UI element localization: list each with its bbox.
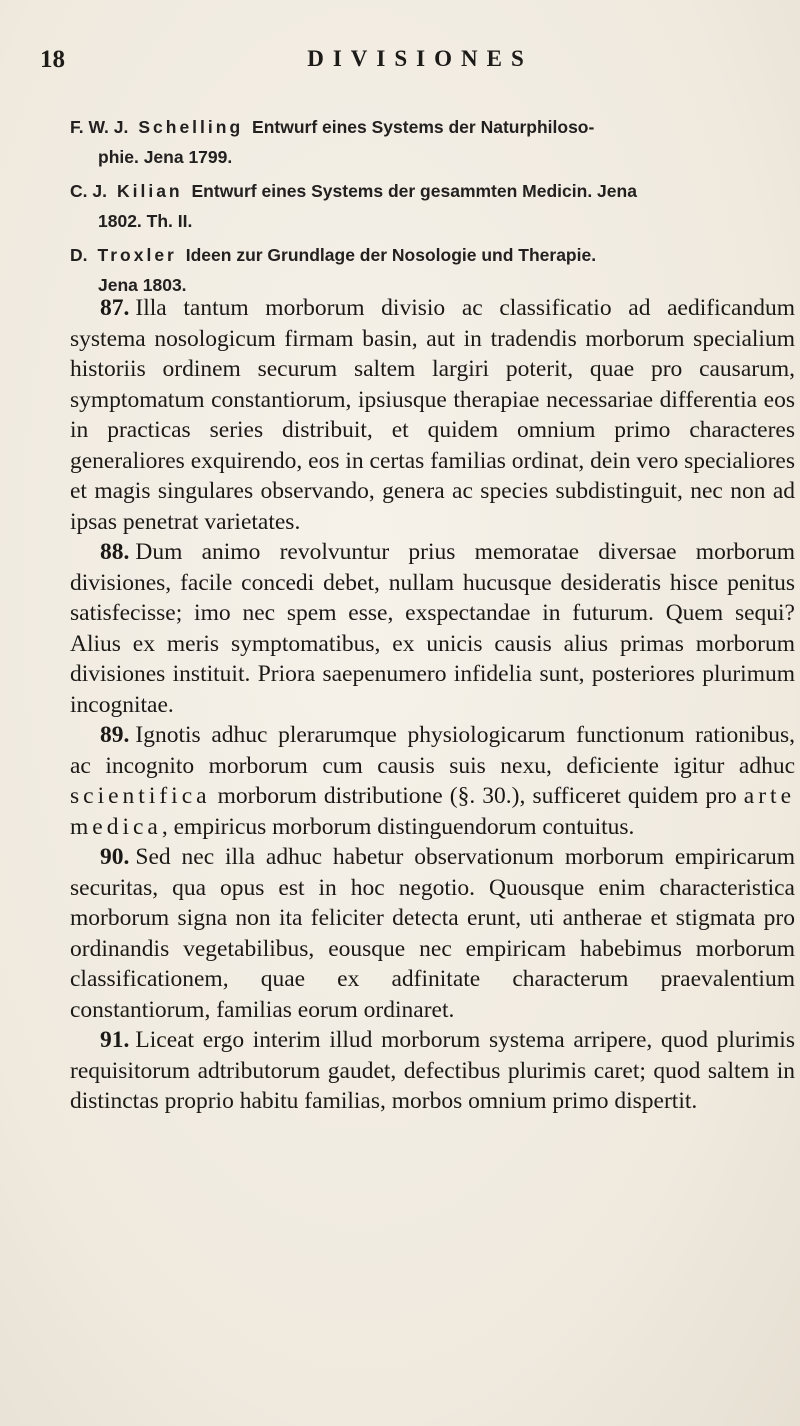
reference-continuation: 1802. Th. II. — [98, 211, 193, 231]
reference-list — [70, 112, 770, 304]
paragraph-number: 90. — [100, 844, 130, 870]
paragraph-text: Illa tantum morborum divisio ac classificatio ad aedificandum systema nosologicum firmam basin, aut in tradendis morborum specialium historiis ordinem securum saltem largiri poterit, quae pro causarum, symptomatum constantiorum, ipsiusque therapiae necessariae differentia eos in practicas series distribuit, et quidem omnium primo characteres generaliores exquirendo, eos in certas familias ordinat, dein vero specialiores et magis singulares observando, genera ac species subdistinguit, nec non ad ipsas penetrat varietates. — [70, 295, 795, 535]
paragraph-text: Liceat ergo interim illud morborum systema arripere, quod plurimis requisitorum adtributorum gaudet, defectibus plurimis caret; quod saltem in distinctas proprio habitu familias, morbos omnium primo dispertit. — [70, 1027, 795, 1114]
reference-item — [70, 176, 770, 236]
paragraph-number: 88. — [100, 539, 130, 565]
main-text — [70, 293, 795, 1117]
paragraph-text: Sed nec illa adhuc habetur observationum morborum empiricarum securitas, qua opus est in hoc negotio. Quousque enim characteristica morborum signa non ita feliciter detecta erunt, uti antherae et stigmata pro ordinandis vegetabilibus, eousque nec empiricam habebimus morborum classificationem, quae ex adfinitate characterum praevalentium constantiorum, familias eorum ordinaret. — [70, 844, 795, 1023]
reference-author: Schelling — [138, 117, 244, 137]
reference-continuation: phie. Jena 1799. — [98, 147, 233, 167]
paragraph-91 — [70, 1025, 795, 1117]
reference-title: Entwurf eines Systems der gesammten Medicin. Jena — [191, 181, 637, 201]
paragraph-text: , empiricus morborum distinguendorum contuitus. — [161, 813, 635, 840]
reference-initials: D. — [70, 245, 88, 265]
running-title: DIVISIONES — [307, 46, 533, 71]
paragraph-number: 89. — [100, 722, 130, 748]
paragraph-87 — [70, 293, 795, 537]
paragraph-88 — [70, 537, 795, 720]
paragraph-90 — [70, 842, 795, 1025]
page-number: 18 — [40, 46, 65, 73]
reference-initials: F. W. J. — [70, 117, 129, 137]
reference-initials: C. J. — [70, 181, 107, 201]
reference-title: Entwurf eines Systems der Naturphiloso- — [252, 117, 595, 137]
reference-title: Ideen zur Grundlage der Nosologie und Therapie. — [185, 245, 597, 265]
emphasis-arte-medica: arte medica — [70, 783, 796, 840]
reference-author: Kilian — [116, 181, 183, 201]
emphasis-scientifica: scientifica — [70, 783, 211, 809]
reference-author: Troxler — [97, 245, 177, 265]
paragraph-89 — [70, 720, 795, 842]
paragraph-number: 91. — [100, 1027, 130, 1053]
paragraph-text: morborum distributione (§. 30.), sufficeret quidem pro — [217, 783, 737, 809]
reference-item — [70, 112, 770, 172]
reference-continuation: Jena 1803. — [98, 275, 187, 295]
paragraph-number: 87. — [100, 295, 130, 321]
paragraph-text: Dum animo revolvuntur prius memoratae diversae morborum divisiones, facile concedi debet, nullam hucusque desideratis hisce penitus satisfecisse; imo nec spem esse, exspectandae in futurum. Quem sequi? Alius ex meris symptomatibus, ex unicis causis alius primas morborum divisiones instituit. Priora saepenumero infidelia sunt, posteriores plurimum incognitae. — [70, 539, 795, 718]
page-header — [40, 46, 760, 86]
paragraph-text: Ignotis adhuc plerarumque physiologicarum functionum rationibus, ac incognito morborum cum causis suis nexu, deficiente igitur adhuc — [70, 722, 795, 779]
reference-item — [70, 240, 770, 300]
